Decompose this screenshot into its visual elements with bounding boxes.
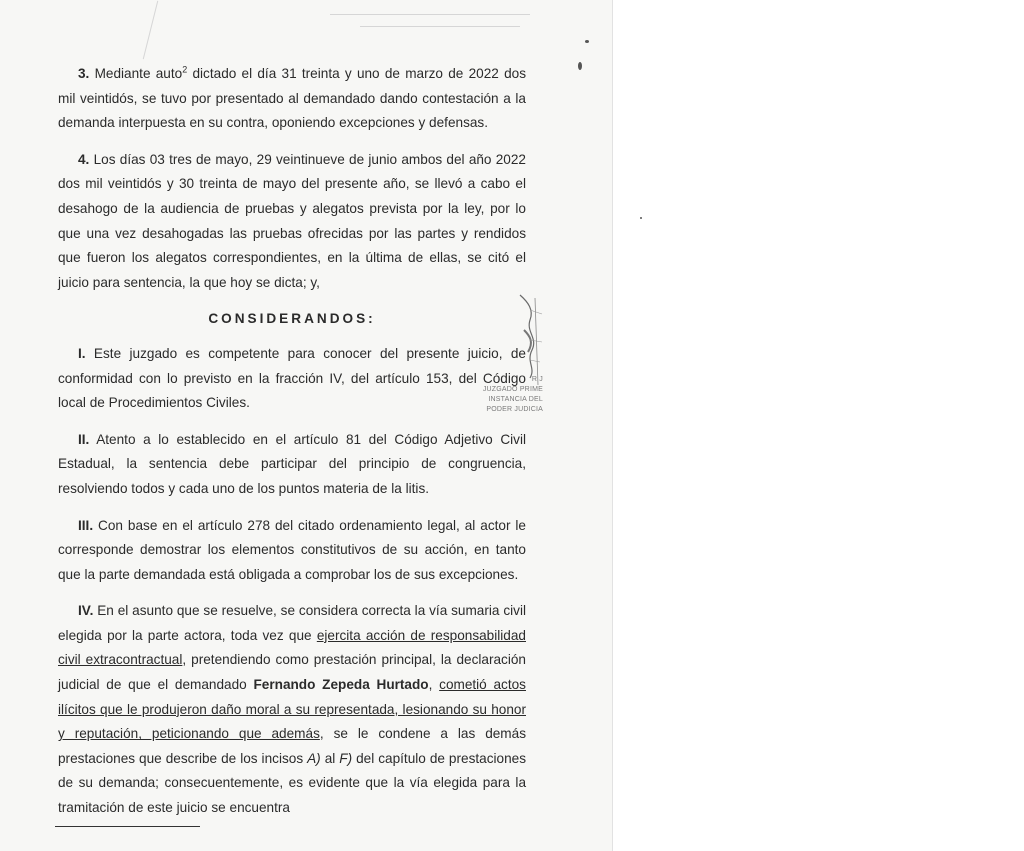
paragraph-text: Mediante auto <box>89 66 183 81</box>
scan-dot <box>578 62 582 70</box>
footnote-ref: 2 <box>182 64 188 75</box>
scan-dot <box>640 217 642 219</box>
paragraph-II <box>58 428 526 502</box>
italic-ref: F) <box>339 750 353 766</box>
underlined-text: cometió actos ilícitos que le produjeron daño moral a su representada, lesionando su honor y reputación, peticionando que además <box>58 677 526 742</box>
paragraph-text: dictado el día 31 treinta y uno de marzo de 2022 dos mil veintidós, se tuvo por presentado al demandado dando contestación a la demanda interpuesta en su contra, oponiendo excepciones y defensas. <box>58 66 526 131</box>
defendant-name: Fernando Zepeda Hurtado <box>253 677 429 693</box>
scan-artifact-line <box>330 14 530 15</box>
paragraph-number: IV. <box>78 603 94 619</box>
paragraph-text: del capítulo de prestaciones de su demanda; consecuentemente, es evidente que la vía elegida para la tramitación de este juicio se encuentra <box>58 750 526 816</box>
paragraph-text: , pretendiendo como prestación principal, la declaración judicial de que el demandado <box>58 652 526 693</box>
footnote-separator <box>55 826 200 827</box>
paragraph-text: al <box>320 750 340 766</box>
paragraph-4 <box>58 148 526 296</box>
underlined-text: ejercita acción de responsabilidad civil extracontractual <box>58 627 526 668</box>
document-body <box>58 62 526 821</box>
paragraph-number: 3. <box>78 66 90 81</box>
page-edge <box>612 0 613 851</box>
scan-dot <box>585 40 589 43</box>
paragraph-text: Este juzgado es competente para conocer del presente juicio, de conformidad con lo previsto en la fracción IV, del artículo 153, del Código local de Procedimientos Civiles. <box>58 345 526 411</box>
paragraph-I <box>58 342 526 416</box>
paragraph-number: II. <box>78 431 90 447</box>
paragraph-number: III. <box>78 517 94 533</box>
paragraph-IV <box>58 599 526 820</box>
italic-ref: A) <box>307 750 321 766</box>
paragraph-text: , <box>428 677 440 693</box>
section-heading: CONSIDERANDOS: <box>208 311 376 327</box>
stamp-text: R J JUZGADO PRIME INSTANCIA DEL PODER JUDICIA <box>482 376 543 413</box>
paragraph-text: Con base en el artículo 278 del citado ordenamiento legal, al actor le corresponde demostrar los elementos constitutivos de su acción, en tanto que la parte demandada está obligada a comprobar los de sus excepciones. <box>58 517 526 582</box>
scan-artifact-line <box>360 26 520 27</box>
paragraph-text: , se le condene a las demás prestaciones que describe de los incisos <box>58 726 526 766</box>
paragraph-text: Los días 03 tres de mayo, 29 veintinueve de junio ambos del año 2022 dos mil veintidós y 30 treinta de mayo del presente año, se llevó a cabo el desahogo de la audiencia de pruebas y alegatos prevista por la ley, por lo que una vez desahogadas las pruebas ofrecidas por las partes y rendidos que fueron los alegatos correspondientes, en la última de ellas, se citó el juicio para sentencia, la que hoy se dicta; y, <box>58 151 526 290</box>
paragraph-text: En el asunto que se resuelve, se considera correcta la vía sumaria civil elegida por la parte actora, toda vez que <box>58 603 526 643</box>
paragraph-III <box>58 514 526 588</box>
paragraph-3 <box>58 62 526 136</box>
paragraph-number: I. <box>78 345 86 361</box>
paragraph-number: 4. <box>78 151 90 167</box>
paragraph-text: Atento a lo establecido en el artículo 81 del Código Adjetivo Civil Estadual, la sentencia debe participar del principio de congruencia, resolviendo todos y cada uno de los puntos materia de la litis. <box>58 431 526 496</box>
